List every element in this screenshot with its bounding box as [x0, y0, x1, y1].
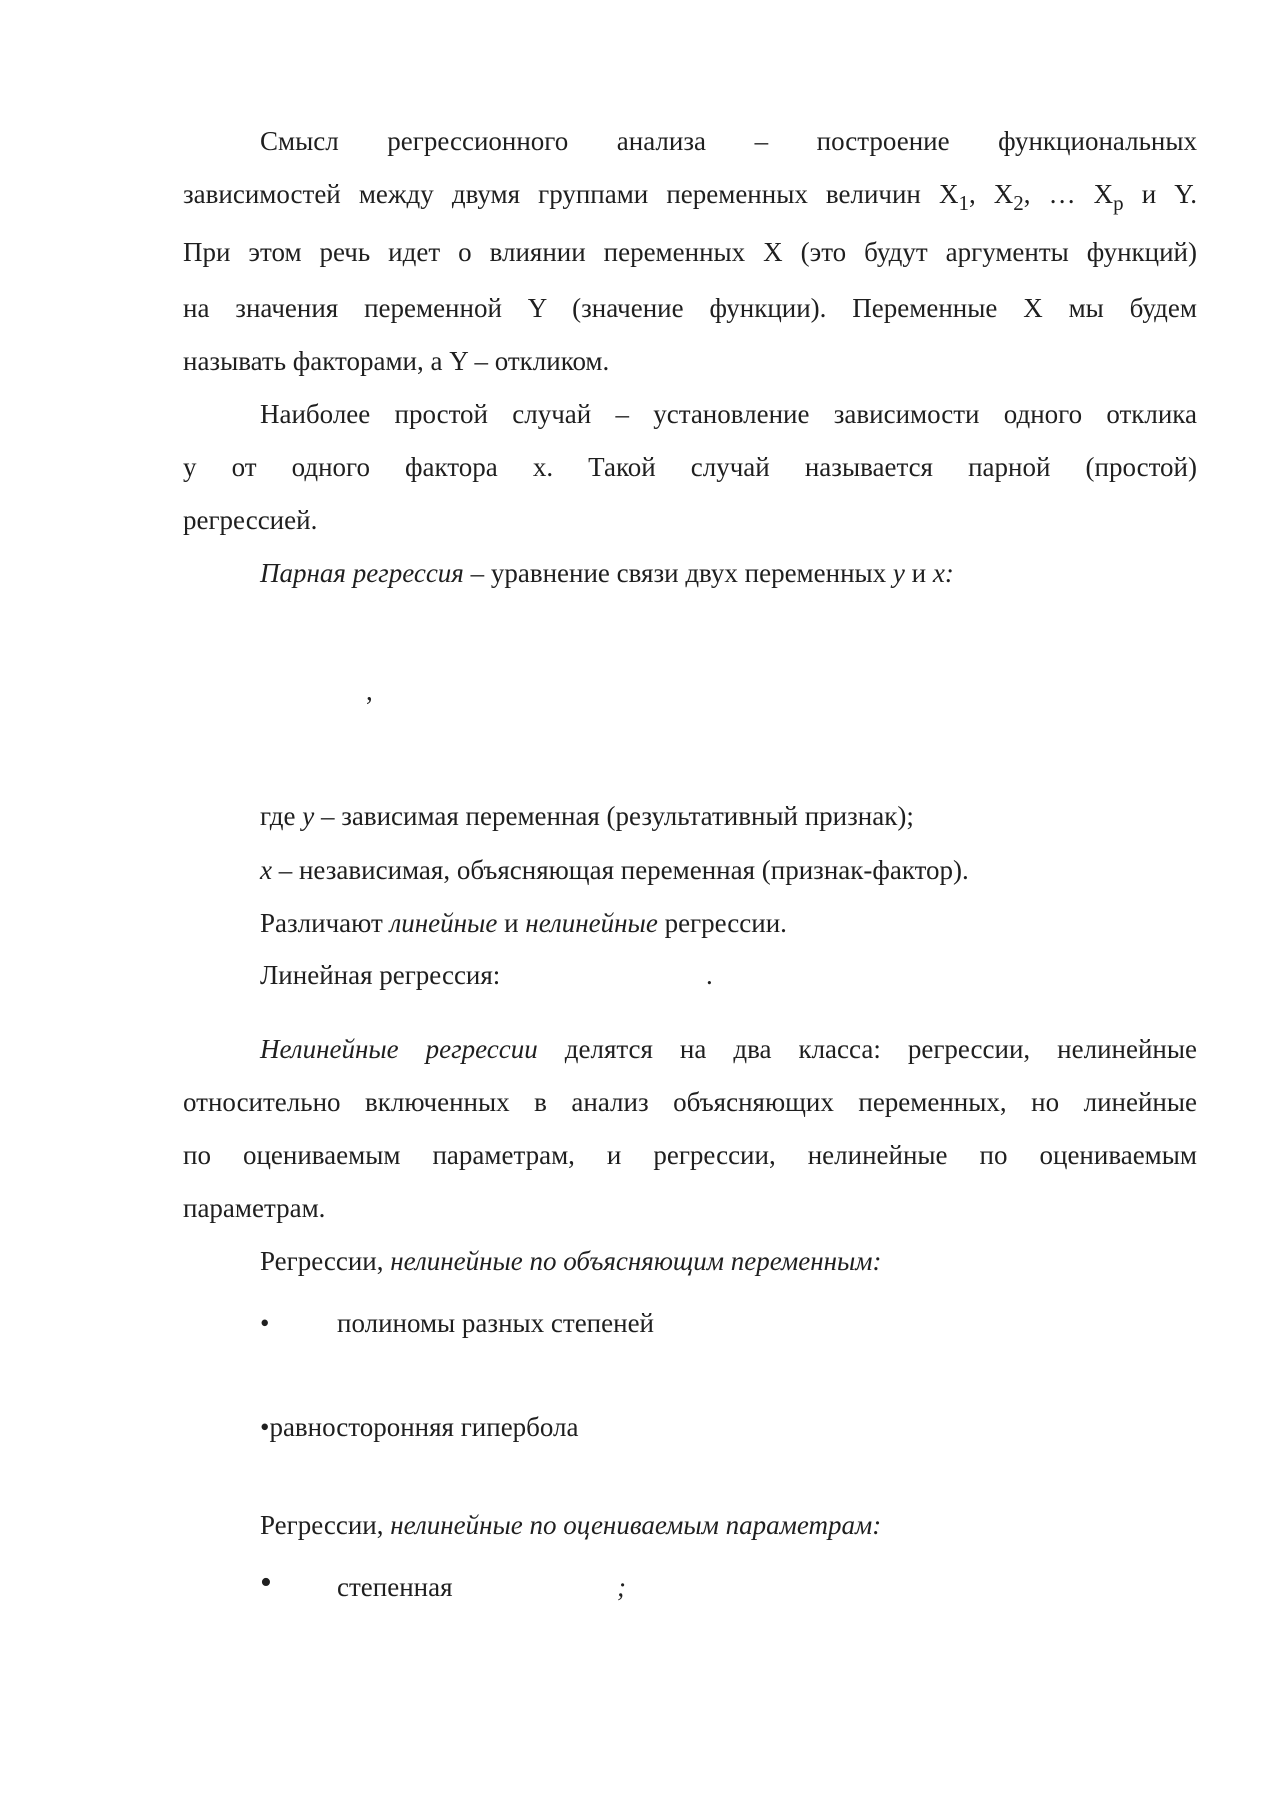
term-paired-regression: Парная регрессия [260, 558, 464, 588]
paragraph-1-line-1: Смысл регрессионного анализа – построение функциональных [260, 126, 1197, 156]
where-prefix: где [260, 801, 303, 831]
subscript-p: p [1113, 191, 1124, 215]
section-explanatory-italic: нелинейные по объясняющим переменным: [390, 1246, 882, 1276]
paragraph-3-text: – уравнение связи двух переменных [463, 558, 893, 588]
list-item-hyperbola-text: равносторонняя гипербола [269, 1412, 579, 1442]
distinguish-nonlinear: нелинейные [525, 908, 658, 938]
bullet-icon: • [260, 1564, 272, 1601]
paragraph-2-line-2: y от одного фактора x. Такой случай называется парной (простой) [183, 452, 1197, 482]
var-x: x: [932, 558, 954, 588]
formula-comma: , [366, 676, 373, 706]
paragraph-1-line-2-text: зависимостей между двумя группами переменных величин X [183, 179, 959, 209]
var-y: y [892, 558, 905, 588]
paragraph-4-line-1 [260, 1032, 1197, 1066]
paragraph-1-line-2 [183, 177, 1198, 215]
paragraph-1-line-3: При этом речь идет о влиянии переменных X (это будут аргументы функций) [183, 237, 1197, 267]
distinguish-line [260, 906, 787, 940]
section-parameters-heading [260, 1508, 881, 1542]
list-item-power-semicolon [617, 1570, 626, 1604]
distinguish-and: и [497, 908, 526, 938]
paragraph-4-line-1-rest: делятся на два класса: регрессии, нелинейные [537, 1034, 1197, 1064]
paragraph-3-and: и [904, 558, 933, 588]
distinguish-prefix: Различают [260, 908, 390, 938]
where-line-1 [260, 799, 914, 833]
section-explanatory-heading [260, 1244, 882, 1278]
list-item-polynomials: полиномы разных степеней [337, 1308, 654, 1338]
term-nonlinear-regressions: Нелинейные регрессии [260, 1034, 538, 1064]
bullet-icon: • [260, 1412, 270, 1442]
paragraph-3 [260, 556, 954, 590]
subscript-1: 1 [958, 191, 969, 215]
list-item-hyperbola [260, 1410, 579, 1444]
distinguish-linear: линейные [389, 908, 498, 938]
linear-regression-period: . [706, 960, 713, 990]
paragraph-2-line-1: Наиболее простой случай – установление зависимости одного отклика [260, 399, 1197, 429]
list-item-power: степенная [337, 1572, 453, 1602]
distinguish-suffix: регрессии. [657, 908, 787, 938]
linear-regression-label: Линейная регрессия: [260, 960, 501, 990]
section-parameters-italic: нелинейные по оцениваемым параметрам: [390, 1510, 882, 1540]
subscript-2: 2 [1013, 191, 1024, 215]
bullet-icon: • [260, 1308, 270, 1338]
paragraph-1-line-2-end: и Y. [1123, 179, 1198, 209]
where-line-2 [260, 853, 969, 887]
semicolon: ; [617, 1572, 626, 1602]
where-line-2-text: – независимая, объясняющая переменная (признак-фактор). [271, 855, 969, 885]
separator-2: , … X [1023, 179, 1114, 209]
paragraph-1-line-4: на значения переменной Y (значение функции). Переменные X мы будем [183, 293, 1197, 323]
section-explanatory-prefix: Регрессии, [260, 1246, 391, 1276]
where-var-x: x [260, 855, 272, 885]
paragraph-1-line-5: называть факторами, а Y – откликом. [183, 346, 610, 376]
paragraph-4-line-2: относительно включенных в анализ объясняющих переменных, но линейные [183, 1087, 1197, 1117]
section-parameters-prefix: Регрессии, [260, 1510, 391, 1540]
paragraph-4-line-3: по оцениваемым параметрам, и регрессии, нелинейные по оцениваемым [183, 1140, 1197, 1170]
paragraph-4-line-4: параметрам. [183, 1193, 326, 1223]
where-var-y: y [302, 801, 315, 831]
separator-1: , X [968, 179, 1014, 209]
paragraph-2-line-3: регрессией. [183, 505, 318, 535]
where-line-1-text: – зависимая переменная (результативный признак); [314, 801, 914, 831]
